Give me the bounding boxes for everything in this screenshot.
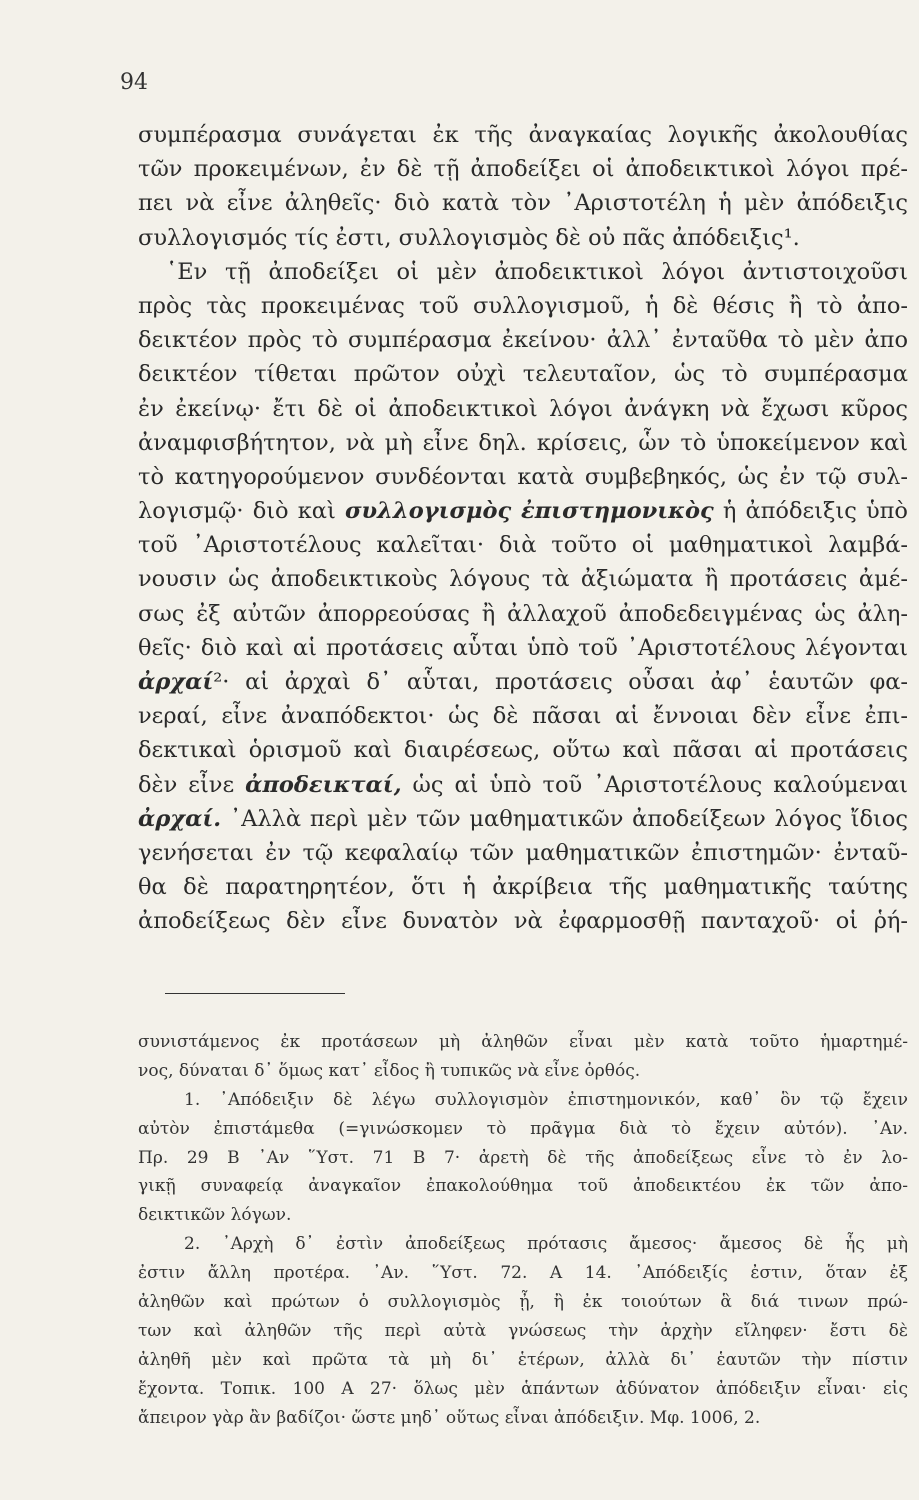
body-text-line: γενήσεται ἐν τῷ κεφαλαίῳ τῶν μαθηματικῶν ἐπιστημῶν· ἐνταῦ-: [138, 839, 908, 866]
body-text-line: θεῖς· διὸ καὶ αἱ προτάσεις αὗται ὑπὸ τοῦ ᾿Αριστοτέλους λέγονται: [138, 634, 908, 661]
page-number: 94: [120, 70, 148, 95]
main-text: [138, 118, 908, 939]
footnote-line: ἔχοντα. Τοπικ. 100 Α 27· ὅλως μὲν ἁπάντων ἀδύνατον ἀπόδειξιν εἶναι· εἰς: [138, 1378, 908, 1399]
text-run: ὡς αἱ ὑπὸ τοῦ ᾿Αριστοτέλους καλούμεναι: [401, 771, 908, 798]
text-run: λογισμῷ· διὸ καὶ: [138, 498, 345, 525]
body-text-line: θα δὲ παρατηρητέον, ὅτι ἡ ἀκρίβεια τῆς μαθηματικῆς ταύτης: [138, 874, 908, 901]
emphasized-term: ἀποδεικταί,: [245, 771, 402, 798]
body-text-line: [138, 768, 908, 802]
footnote-line: νος, δύναται δ᾿ ὅμως κατ᾿ εἶδος ἢ τυπικῶς νὰ εἶνε ὀρθός.: [138, 1060, 641, 1081]
footnote-line: αὐτὸν ἐπιστάμεθα (=γινώσκομεν τὸ πρᾶγμα διὰ τὸ ἔχειν αὐτόν). ᾿Αν.: [138, 1118, 908, 1139]
footnote-line: 1. ᾿Απόδειξιν δὲ λέγω συλλογισμὸν ἐπιστημονικόν, καθ᾿ ὃν τῷ ἔχειν: [184, 1089, 908, 1110]
body-text-line: δεικτέον τίθεται πρῶτον οὐχὶ τελευταῖον, ὡς τὸ συμπέρασμα: [138, 361, 908, 388]
body-text-line: δεκτικαὶ ὁρισμοῦ καὶ διαιρέσεως, οὕτω καὶ πᾶσαι αἱ προτάσεις: [138, 737, 908, 764]
body-text-line: τὸ κατηγορούμενον συνδέονται κατὰ συμβεβηκός, ὡς ἐν τῷ συλ-: [138, 463, 908, 490]
footnote-line: ἀληθῶν καὶ πρώτων ὁ συλλογισμὸς ᾖ, ἢ ἐκ τοιούτων ἃ διά τινων πρώ-: [138, 1292, 908, 1313]
body-text-line: νουσιν ὡς ἀποδεικτικοὺς λόγους τὰ ἀξιώματα ἢ προτάσεις ἀμέ-: [138, 566, 908, 593]
footnote-separator: [165, 993, 345, 994]
emphasized-term: ἀρχαί.: [138, 805, 222, 832]
body-text-line: ἐν ἐκείνῳ· ἔτι δὲ οἱ ἀποδεικτικοὶ λόγοι ἀνάγκη νὰ ἔχωσι κῦρος: [138, 395, 908, 422]
text-run: ᾿Αλλὰ περὶ μὲν τῶν μαθηματικῶν ἀποδείξεων λόγος ἴδιος: [221, 805, 908, 832]
body-text-line: συμπέρασμα συνάγεται ἐκ τῆς ἀναγκαίας λογικῆς ἀκολουθίας: [138, 122, 908, 148]
emphasized-term: συλλογισμὸς ἐπιστημονικὸς: [344, 498, 714, 525]
body-text-line: σως ἐξ αὐτῶν ἀπορρεούσας ἢ ἀλλαχοῦ ἀποδεδειγμένας ὡς ἀλη-: [138, 600, 908, 627]
body-text-line: [138, 665, 908, 699]
footnote-line: των καὶ ἀληθῶν τῆς περὶ αὐτὰ γνώσεως τὴν ἀρχὴν εἴληφεν· ἔστι δὲ: [138, 1320, 908, 1341]
body-text-line: πρὸς τὰς προκειμένας τοῦ συλλογισμοῦ, ἡ δὲ θέσις ἢ τὸ ἀπο-: [138, 292, 908, 319]
body-text-line: δεικτέον πρὸς τὸ συμπέρασμα ἐκείνου· ἀλλ᾿ ἐνταῦθα τὸ μὲν ἀπο: [138, 327, 908, 354]
body-text-line: [138, 802, 908, 836]
body-text-line: τοῦ ᾿Αριστοτέλους καλεῖται· διὰ τοῦτο οἱ μαθηματικοὶ λαμβά-: [138, 532, 908, 559]
footnote-line: Πρ. 29 Β ᾿Αν ῞Υστ. 71 Β 7· ἀρετὴ δὲ τῆς ἀποδείξεως εἶνε τὸ ἐν λο-: [138, 1147, 908, 1168]
body-text-line: ἀναμφισβήτητον, νὰ μὴ εἶνε δηλ. κρίσεις, ὧν τὸ ὑποκείμενον καὶ: [138, 429, 908, 456]
body-text-line: συλλογισμός τίς ἐστι, συλλογισμὸς δὲ οὐ πᾶς ἀπόδειξις¹.: [138, 224, 800, 251]
emphasized-term: ἀρχαί: [138, 669, 214, 695]
body-text-line: [138, 494, 908, 528]
body-text-line: πει νὰ εἶνε ἀληθεῖς· διὸ κατὰ τὸν ᾿Αριστοτέλη ἡ μὲν ἀπόδειξις: [138, 190, 908, 217]
footnote-line: ἀληθῆ μὲν καὶ πρῶτα τὰ μὴ δι᾿ ἑτέρων, ἀλλὰ δι᾿ ἑαυτῶν τὴν πίστιν: [138, 1349, 908, 1370]
body-text-line: νεραί, εἶνε ἀναπόδεκτοι· ὡς δὲ πᾶσαι αἱ ἔννοιαι δὲν εἶνε ἐπι-: [138, 703, 908, 730]
footnote-line: δεικτικῶν λόγων.: [138, 1205, 292, 1226]
footnote-line: γικῇ συναφείᾳ ἀναγκαῖον ἐπακολούθημα τοῦ ἀποδεικτέου ἐκ τῶν ἀπο-: [138, 1176, 908, 1197]
body-text-line: τῶν προκειμένων, ἐν δὲ τῇ ἀποδείξει οἱ ἀποδεικτικοὶ λόγοι πρέ-: [138, 156, 908, 183]
footnote-line: συνιστάμενος ἐκ προτάσεων μὴ ἀληθῶν εἶναι μὲν κατὰ τοῦτο ἡμαρτημέ-: [138, 1032, 908, 1052]
footnote-line: ἄπειρον γὰρ ἂν βαδίζοι· ὥστε μηδ᾿ οὕτως εἶναι ἀπόδειξιν. Μφ. 1006, 2.: [138, 1407, 761, 1428]
text-run: ἡ ἀπόδειξις ὑπὸ: [713, 498, 908, 525]
body-text-line: ῾Εν τῇ ἀποδείξει οἱ μὲν ἀποδεικτικοὶ λόγοι ἀντιστοιχοῦσι: [166, 258, 908, 285]
text-run: ²· αἱ ἀρχαὶ δ᾿ αὗται, προτάσεις οὖσαι ἀφ᾿ ἑαυτῶν φα-: [213, 669, 908, 695]
body-text-line: ἀποδείξεως δὲν εἶνε δυνατὸν νὰ ἐφαρμοσθῇ πανταχοῦ· οἱ ῥή-: [138, 908, 908, 935]
footnotes: [138, 1028, 908, 1432]
footnote-line: ἐστιν ἄλλη προτέρα. ᾿Αν. ῞Υστ. 72. Α 14. ᾿Απόδειξίς ἐστιν, ὅταν ἐξ: [138, 1263, 908, 1284]
text-run: δὲν εἶνε: [138, 771, 246, 798]
footnote-line: 2. ᾿Αρχὴ δ᾿ ἐστὶν ἀποδείξεως πρότασις ἄμεσος· ἄμεσος δὲ ἧς μὴ: [184, 1234, 908, 1255]
